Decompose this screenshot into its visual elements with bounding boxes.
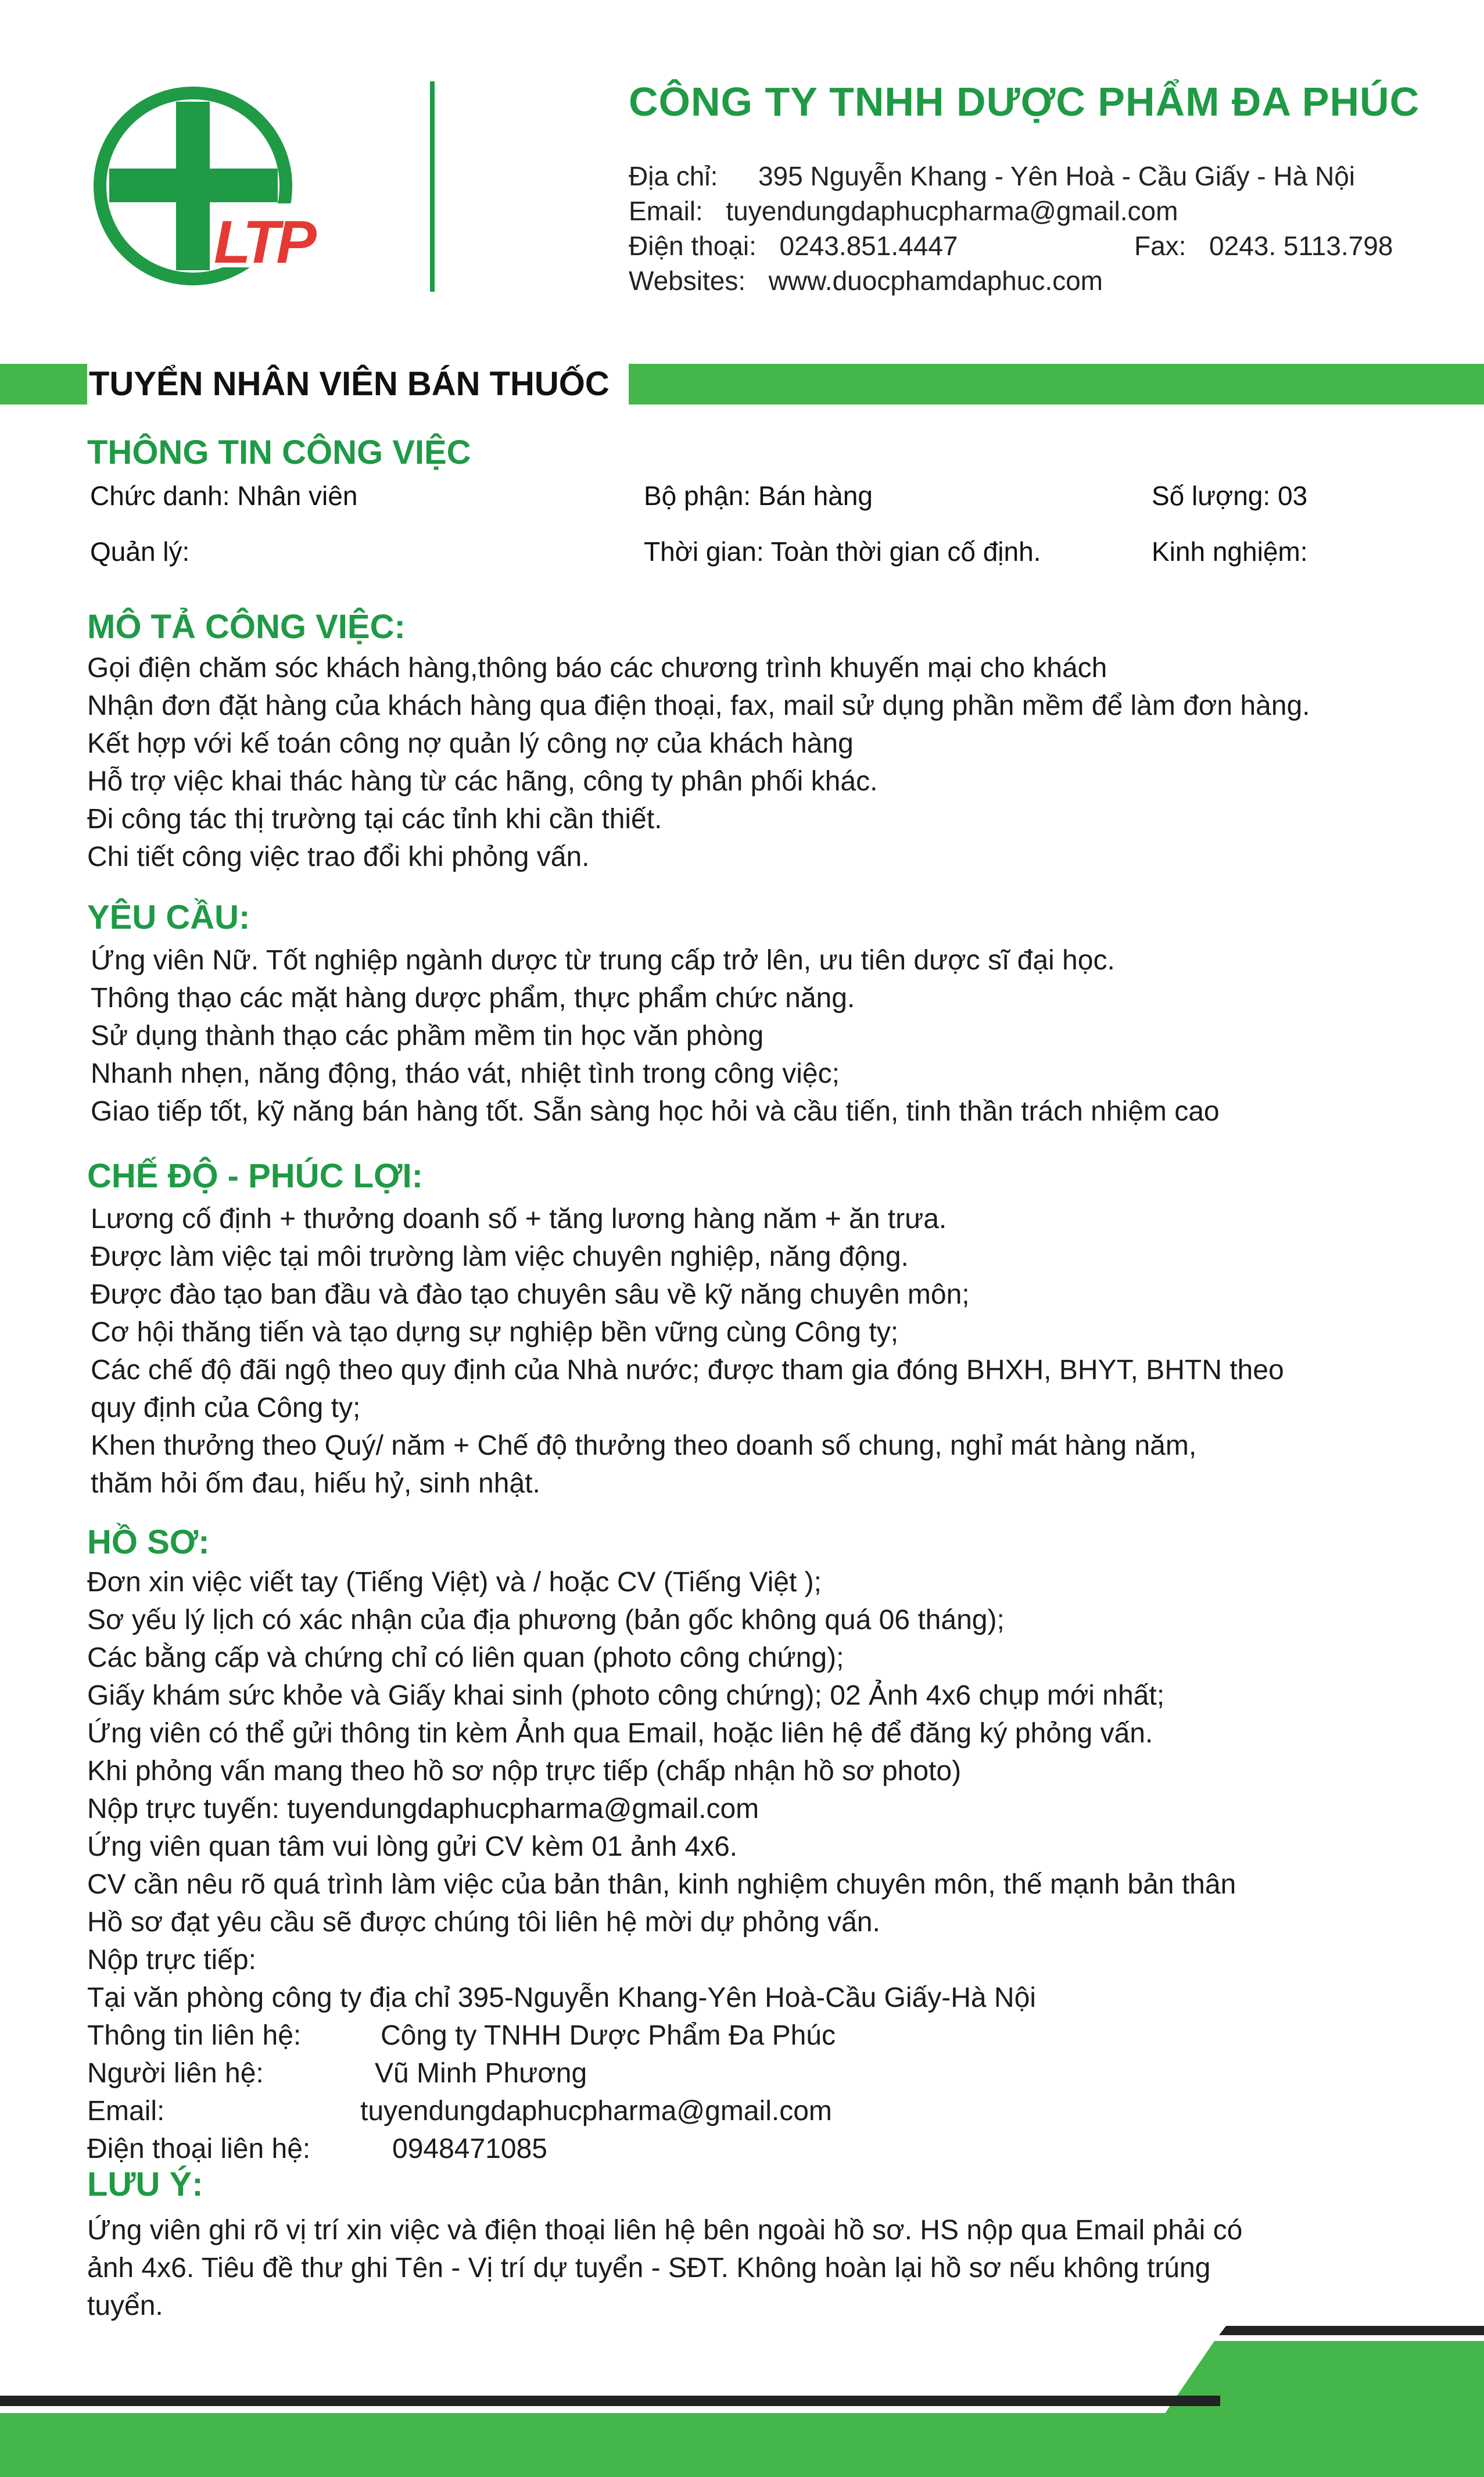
list-item: Nhận đơn đặt hàng của khách hàng qua điện thoại, fax, mail sử dụng phần mềm để làm đơn hàng.: [87, 690, 1310, 721]
footer-dark-stripe: [0, 2396, 1220, 2406]
note-text: [87, 2211, 1242, 2325]
phone-line: [629, 230, 958, 262]
contact-label: Người liên hệ:: [87, 2058, 264, 2089]
list-item: Ứng viên có thể gửi thông tin kèm Ảnh qua Email, hoặc liên hệ để đăng ký phỏng vấn.: [87, 1718, 1153, 1749]
address-line: [629, 160, 1355, 192]
benefits-heading: CHẾ ĐỘ - PHÚC LỢI:: [87, 1157, 423, 1195]
contact-row: [87, 2054, 1236, 2092]
phone-label: Điện thoại:: [629, 231, 757, 261]
list-item: Ứng viên ghi rõ vị trí xin việc và điện thoại liên hệ bên ngoài hồ sơ. HS nộp qua Email phải có: [87, 2215, 1243, 2246]
list-item: ảnh 4x6. Tiêu đề thư ghi Tên - Vị trí dự tuyển - SĐT. Không hoàn lại hồ sơ nếu không trúng: [87, 2253, 1211, 2283]
fax-line: [1134, 230, 1393, 262]
website-label: Websites:: [629, 266, 746, 296]
description-list: [87, 649, 1310, 876]
list-item: Khen thưởng theo Quý/ năm + Chế độ thưởng theo doanh số chung, nghỉ mát hàng năm,: [91, 1430, 1197, 1461]
email-value[interactable]: tuyendungdaphucpharma@gmail.com: [726, 196, 1178, 226]
email-line: [629, 195, 1178, 227]
list-item: Nộp trực tuyến: tuyendungdaphucpharma@gmail.com: [87, 1794, 759, 1824]
list-item: Giao tiếp tốt, kỹ năng bán hàng tốt. Sẵn sàng học hỏi và cầu tiến, tinh thần trách nhiệm cao: [91, 1096, 1220, 1127]
job-manager: Quản lý:: [90, 536, 190, 567]
list-item: Tại văn phòng công ty địa chỉ 395-Nguyễn Khang-Yên Hoà-Cầu Giấy-Hà Nội: [87, 1982, 1036, 2013]
job-time: Thời gian: Toàn thời gian cố định.: [644, 536, 1041, 567]
contact-value: 0948471085: [392, 2134, 547, 2164]
list-item: Hỗ trợ việc khai thác hàng từ các hãng, công ty phân phối khác.: [87, 766, 878, 797]
list-item: Sử dụng thành thạo các phầm mềm tin học văn phòng: [91, 1021, 764, 1051]
list-item: Các bằng cấp và chứng chỉ có liên quan (photo công chứng);: [87, 1642, 844, 1673]
band-right: [629, 364, 1484, 405]
company-name: CÔNG TY TNHH DƯỢC PHẨM ĐA PHÚC: [629, 79, 1420, 124]
job-quantity: Số lượng: 03: [1152, 481, 1308, 511]
list-item: Được đào tạo ban đầu và đào tạo chuyên sâu về kỹ năng chuyên môn;: [91, 1279, 970, 1310]
requirements-list: [91, 942, 1220, 1130]
contact-value: Vũ Minh Phương: [375, 2058, 587, 2089]
address-value: 395 Nguyễn Khang - Yên Hoà - Cầu Giấy - Hà Nội: [758, 161, 1356, 191]
contact-value: Công ty TNHH Dược Phẩm Đa Phúc: [381, 2020, 836, 2051]
contact-row: [87, 2092, 1236, 2130]
job-department: Bộ phận: Bán hàng: [644, 481, 873, 511]
website-value[interactable]: www.duocphamdaphuc.com: [768, 266, 1103, 296]
documents-list: [87, 1563, 1236, 2168]
requirements-heading: YÊU CẦU:: [87, 899, 250, 936]
contact-label: Thông tin liên hệ:: [87, 2020, 302, 2051]
list-item: Đi công tác thị trường tại các tỉnh khi cần thiết.: [87, 804, 662, 835]
list-item: Ứng viên Nữ. Tốt nghiệp ngành dược từ trung cấp trở lên, ưu tiên dược sĩ đại học.: [91, 945, 1115, 976]
contact-value[interactable]: tuyendungdaphucpharma@gmail.com: [360, 2096, 832, 2127]
list-item: Giấy khám sức khỏe và Giấy khai sinh (photo công chứng); 02 Ảnh 4x6 chụp mới nhất;: [87, 1680, 1165, 1711]
footer-decoration: [0, 2313, 1484, 2477]
footer-green-band: [0, 2413, 1210, 2477]
list-item: Được làm việc tại môi trường làm việc chuyên nghiệp, năng động.: [91, 1241, 909, 1272]
address-label: Địa chỉ:: [629, 161, 718, 191]
benefits-list: [91, 1200, 1284, 1502]
contact-row: [87, 2130, 1236, 2168]
list-item: Cơ hội thăng tiến và tạo dựng sự nghiệp bền vững cùng Công ty;: [91, 1317, 899, 1348]
list-item: Thông thạo các mặt hàng dược phẩm, thực phẩm chức năng.: [91, 983, 855, 1014]
band-left: [0, 364, 87, 405]
list-item: thăm hỏi ốm đau, hiếu hỷ, sinh nhật.: [91, 1468, 540, 1499]
list-item: Gọi điện chăm sóc khách hàng,thông báo các chương trình khuyến mại cho khách: [87, 653, 1107, 683]
header-divider: [430, 81, 435, 292]
phone-value: 0243.851.4447: [779, 231, 958, 261]
email-label: Email:: [629, 196, 703, 226]
list-item: Nộp trực tiếp:: [87, 1945, 256, 1975]
list-item: CV cần nêu rõ quá trình làm việc của bản thân, kinh nghiệm chuyên môn, thế mạnh bản thân: [87, 1869, 1236, 1900]
documents-heading: HỒ SƠ:: [87, 1523, 210, 1561]
contact-label: Điện thoại liên hệ:: [87, 2134, 311, 2164]
list-item: Nhanh nhẹn, năng động, tháo vát, nhiệt tình trong công việc;: [91, 1058, 840, 1089]
company-logo: [93, 76, 313, 293]
list-item: Ứng viên quan tâm vui lòng gửi CV kèm 01 ảnh 4x6.: [87, 1831, 738, 1862]
website-line: [629, 265, 1103, 296]
logo-text: LTP: [214, 209, 313, 276]
list-item: Các chế độ đãi ngộ theo quy định của Nhà nước; được tham gia đóng BHXH, BHYT, BHTN theo: [91, 1355, 1284, 1386]
description-heading: MÔ TẢ CÔNG VIỆC:: [87, 608, 406, 646]
note-heading: LƯU Ý:: [87, 2165, 203, 2203]
footer-dark-stripe-top: [1219, 2326, 1484, 2335]
job-info-heading: THÔNG TIN CÔNG VIỆC: [87, 434, 471, 471]
job-title: Chức danh: Nhân viên: [90, 481, 358, 511]
list-item: Đơn xin việc viết tay (Tiếng Việt) và / hoặc CV (Tiếng Việt );: [87, 1567, 822, 1598]
contact-row: [87, 2017, 1236, 2054]
job-experience: Kinh nghiệm:: [1152, 536, 1308, 567]
fax-value: 0243. 5113.798: [1209, 231, 1393, 261]
banner-title: TUYỂN NHÂN VIÊN BÁN THUỐC: [89, 365, 610, 403]
list-item: Sơ yếu lý lịch có xác nhận của địa phương (bản gốc không quá 06 tháng);: [87, 1605, 1005, 1635]
contact-label: Email:: [87, 2096, 165, 2127]
list-item: Hồ sơ đạt yêu cầu sẽ được chúng tôi liên hệ mời dự phỏng vấn.: [87, 1907, 880, 1938]
list-item: quy định của Công ty;: [91, 1393, 361, 1423]
fax-label: Fax:: [1134, 231, 1187, 261]
list-item: Chi tiết công việc trao đổi khi phỏng vấn.: [87, 842, 590, 872]
logo-cross-horizontal: [109, 169, 278, 202]
list-item: Khi phỏng vấn mang theo hồ sơ nộp trực tiếp (chấp nhận hồ sơ photo): [87, 1756, 962, 1787]
list-item: tuyển.: [87, 2290, 163, 2321]
list-item: Kết hợp với kế toán công nợ quản lý công nợ của khách hàng: [87, 728, 854, 759]
list-item: Lương cố định + thưởng doanh số + tăng lương hàng năm + ăn trưa.: [91, 1204, 947, 1234]
